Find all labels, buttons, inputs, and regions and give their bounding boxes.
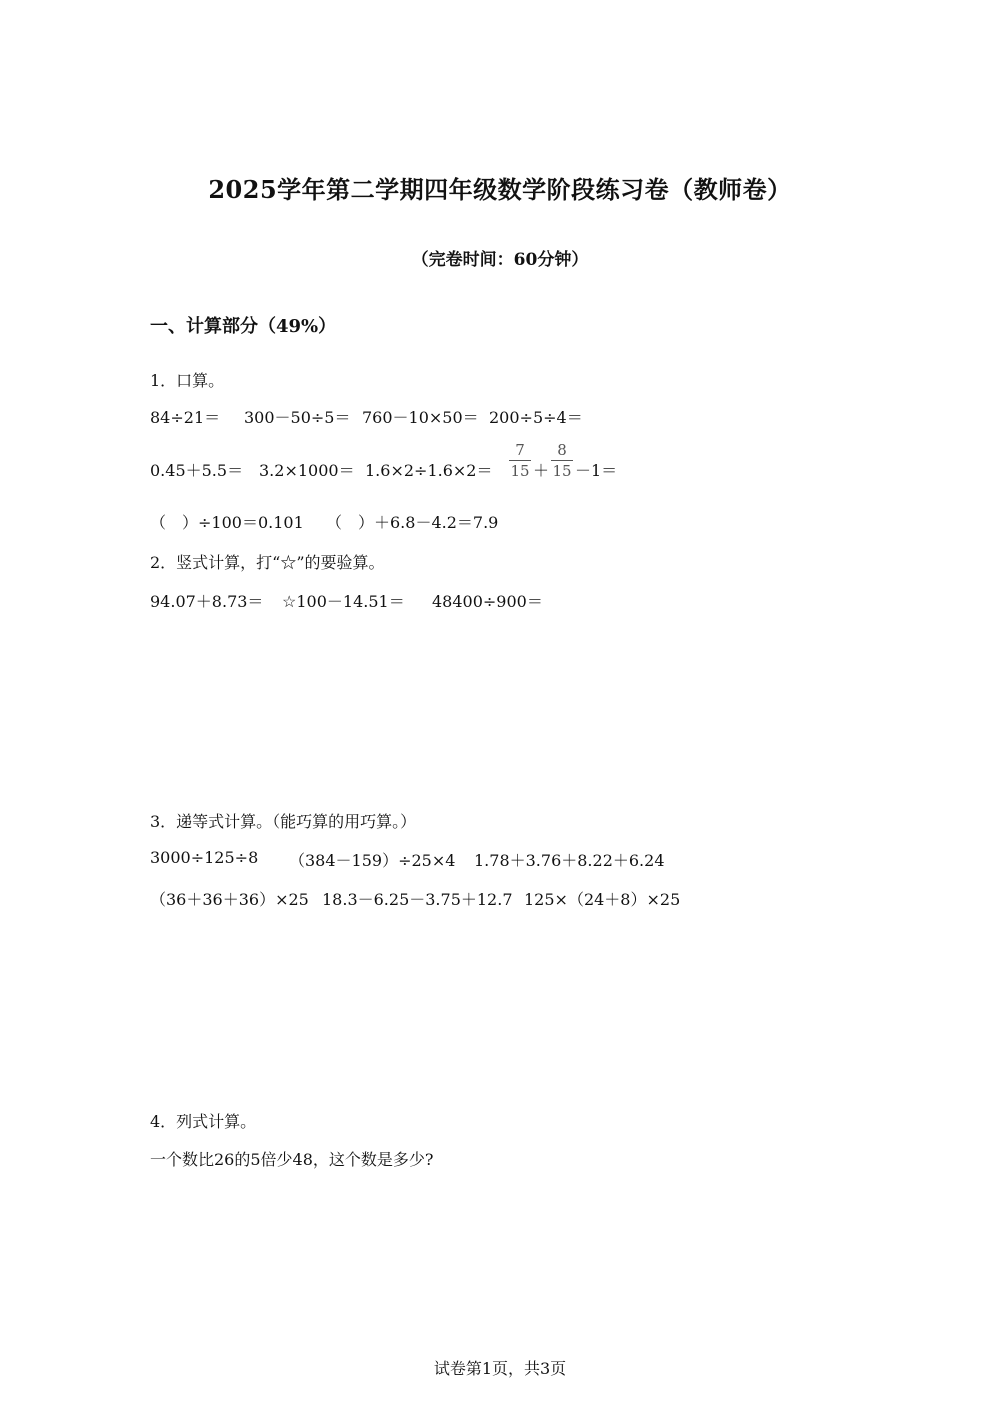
step-calc-item: 3000÷125÷8 bbox=[150, 848, 259, 867]
fraction-seven-fifteenths: $\frac{7}{15}$ bbox=[510, 441, 530, 480]
oral-item: 200÷5÷4＝ bbox=[489, 408, 583, 427]
step-calc-item: （384－159）÷25×4 bbox=[289, 851, 456, 870]
section-heading-calculation: 一、计算部分（49%） bbox=[150, 316, 337, 337]
step-calc-item: 1.78＋3.76＋8.22＋6.24 bbox=[474, 851, 665, 870]
oral-item: 84÷21＝ bbox=[150, 408, 221, 427]
question-1-heading: 1．口算。 bbox=[150, 371, 225, 390]
oral-item: 760－10×50＝ bbox=[362, 408, 479, 427]
fill-blank-item: （ ）＋6.8－4.2＝7.9 bbox=[326, 513, 499, 532]
page-title: 2025学年第二学期四年级数学阶段练习卷（教师卷） bbox=[208, 175, 792, 204]
step-calc-item: （36＋36＋36）×25 bbox=[150, 890, 309, 909]
vertical-calc-item: 48400÷900＝ bbox=[432, 592, 543, 611]
fraction-expression-tail: －1＝ bbox=[575, 461, 618, 480]
step-calc-item: 18.3－6.25－3.75＋12.7 bbox=[322, 890, 513, 909]
oral-item: 1.6×2÷1.6×2＝ bbox=[365, 461, 493, 480]
plus-sign: ＋ bbox=[533, 461, 550, 480]
question-4-heading: 4．列式计算。 bbox=[150, 1112, 257, 1131]
fraction-eight-fifteenths: $\frac{8}{15}$ bbox=[552, 441, 572, 480]
step-calc-item: 125×（24＋8）×25 bbox=[524, 890, 681, 909]
oral-item: 3.2×1000＝ bbox=[259, 461, 355, 480]
vertical-calc-item: 94.07＋8.73＝ bbox=[150, 592, 264, 611]
vertical-calc-item: ☆100－14.51＝ bbox=[282, 592, 405, 611]
fill-blank-item: （ ）÷100＝0.101 bbox=[150, 513, 304, 532]
question-2-heading: 2．竖式计算，打“☆”的要验算。 bbox=[150, 553, 385, 572]
word-problem: 一个数比26的5倍少48，这个数是多少? bbox=[150, 1150, 434, 1169]
question-3-heading: 3．递等式计算。（能巧算的用巧算。） bbox=[150, 812, 417, 831]
oral-item: 0.45＋5.5＝ bbox=[150, 461, 244, 480]
exam-duration: （完卷时间：60分钟） bbox=[411, 250, 589, 270]
oral-item: 300－50÷5＝ bbox=[244, 408, 351, 427]
page-footer: 试卷第1页，共3页 bbox=[433, 1359, 567, 1378]
